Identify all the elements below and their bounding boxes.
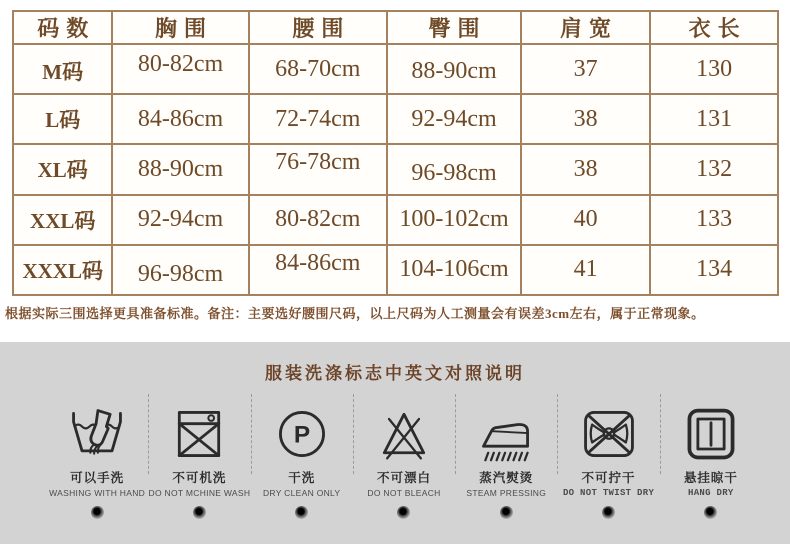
cell-hip (387, 94, 521, 144)
length-value: 132 (696, 155, 733, 182)
no-twist-dry-icon (579, 404, 639, 464)
column-header (521, 11, 650, 44)
rivet-dot (295, 506, 308, 519)
waist-value: 68-70cm (275, 55, 361, 82)
waist-value: 80-82cm (275, 206, 361, 233)
size-chart-table (12, 10, 779, 296)
size-value: XXL码 (30, 208, 96, 233)
table-row (13, 144, 778, 194)
shoulder-value: 38 (573, 155, 598, 182)
rivet-dot (602, 506, 615, 519)
care-label-zh: 不可拧干 (581, 471, 636, 485)
cell-chest (112, 44, 248, 94)
column-header-label: 腰围 (292, 16, 351, 41)
rivet-dot (704, 506, 717, 519)
cell-waist (249, 195, 387, 245)
care-label-zh: 不可漂白 (376, 471, 431, 485)
cell-shoulder (521, 195, 650, 245)
cell-shoulder (521, 245, 650, 295)
table-row (13, 245, 778, 295)
column-header (112, 11, 248, 44)
hip-value: 88-90cm (411, 57, 497, 84)
cell-shoulder (521, 94, 650, 144)
waist-value: 76-78cm (275, 148, 361, 175)
care-label-en: DO NOT TWIST DRY (562, 488, 655, 498)
shoulder-value: 41 (573, 256, 598, 283)
cell-shoulder (521, 44, 650, 94)
shoulder-value: 38 (573, 105, 598, 132)
cell-size (13, 195, 112, 245)
rivet-dot (193, 506, 206, 519)
care-item-no-twist-dry (557, 404, 659, 519)
care-label-zh: 悬挂晾干 (683, 471, 738, 485)
care-label-zh: 不可机洗 (172, 471, 227, 485)
cell-chest (112, 245, 248, 295)
no-bleach-icon (374, 404, 434, 464)
care-symbols-row (0, 404, 790, 519)
hand-wash-icon (67, 404, 127, 464)
rivet-dot (91, 506, 104, 519)
column-header (650, 11, 778, 44)
length-value: 133 (696, 206, 733, 233)
care-item-no-machine-wash (148, 404, 250, 519)
table-row (13, 195, 778, 245)
cell-size (13, 94, 112, 144)
cell-waist (249, 44, 387, 94)
size-value: L码 (45, 108, 81, 133)
column-header-label: 臀围 (428, 16, 487, 41)
size-value: M码 (42, 60, 84, 85)
care-item-steam-press (455, 404, 557, 519)
care-item-dry-clean (251, 404, 353, 519)
care-item-hang-dry (660, 404, 762, 519)
chest-value: 92-94cm (137, 206, 224, 233)
cell-chest (112, 94, 248, 144)
length-value: 131 (696, 105, 733, 132)
care-instructions-section (0, 342, 790, 544)
dry-clean-icon (272, 404, 332, 464)
cell-length (650, 94, 778, 144)
cell-hip (387, 44, 521, 94)
waist-value: 72-74cm (275, 105, 361, 132)
measurement-note: 根据实际三围选择更具准备标准。备注：主要选好腰围尺码，以上尺码为人工测量会有误差3cm左右，属于正常现象。 (5, 306, 705, 321)
table-row (13, 94, 778, 144)
waist-value: 84-86cm (275, 250, 361, 277)
care-item-hand-wash (46, 404, 148, 519)
cell-chest (112, 144, 248, 194)
care-label-en: DRY CLEAN ONLY (262, 488, 341, 498)
chest-value: 84-86cm (137, 105, 224, 132)
column-header-label: 胸围 (155, 16, 214, 41)
size-value: XXXL码 (22, 258, 103, 283)
chest-value: 88-90cm (137, 155, 224, 182)
steam-press-icon (476, 404, 536, 464)
cell-length (650, 245, 778, 295)
column-header (13, 11, 112, 44)
column-header (387, 11, 521, 44)
cell-shoulder (521, 144, 650, 194)
care-label-en: HANG DRY (688, 488, 734, 498)
rivet-dot (500, 506, 513, 519)
hang-dry-icon (681, 404, 741, 464)
care-item-no-bleach (353, 404, 455, 519)
shoulder-value: 40 (573, 206, 598, 233)
cell-waist (249, 144, 387, 194)
cell-length (650, 144, 778, 194)
chest-value: 96-98cm (137, 261, 224, 288)
care-label-en: STEAM PRESSING (466, 488, 547, 498)
cell-length (650, 195, 778, 245)
column-header-label: 衣长 (688, 16, 747, 41)
svg-text:P: P (293, 421, 310, 449)
hip-value: 92-94cm (411, 105, 497, 132)
care-label-en: WASHING WITH HAND (49, 488, 146, 498)
column-header-label: 肩宽 (560, 16, 619, 41)
length-value: 130 (696, 55, 733, 82)
cell-size (13, 245, 112, 295)
cell-length (650, 44, 778, 94)
cell-hip (387, 144, 521, 194)
care-label-zh: 可以手洗 (70, 471, 125, 485)
rivet-dot (397, 506, 410, 519)
cell-chest (112, 195, 248, 245)
cell-waist (249, 245, 387, 295)
no-machine-wash-icon (169, 404, 229, 464)
size-value: XL码 (37, 158, 88, 183)
cell-hip (387, 245, 521, 295)
column-header (249, 11, 387, 44)
hip-value: 100-102cm (399, 206, 509, 233)
cell-waist (249, 94, 387, 144)
care-section-title: 服装洗涤标志中英文对照说明 (265, 364, 525, 383)
table-row (13, 44, 778, 94)
cell-size (13, 44, 112, 94)
care-label-en: DO NOT BLEACH (367, 488, 441, 498)
size-chart (12, 10, 779, 296)
table-header-row (13, 11, 778, 44)
shoulder-value: 37 (573, 55, 598, 82)
length-value: 134 (696, 256, 733, 283)
care-label-en: DO NOT MCHINE WASH (148, 488, 251, 498)
care-label-zh: 蒸汽熨烫 (479, 471, 534, 485)
cell-size (13, 144, 112, 194)
column-header-label: 码数 (37, 16, 96, 41)
cell-hip (387, 195, 521, 245)
hip-value: 104-106cm (399, 256, 509, 283)
care-label-zh: 干洗 (288, 471, 316, 485)
hip-value: 96-98cm (411, 159, 497, 186)
chest-value: 80-82cm (137, 50, 224, 77)
